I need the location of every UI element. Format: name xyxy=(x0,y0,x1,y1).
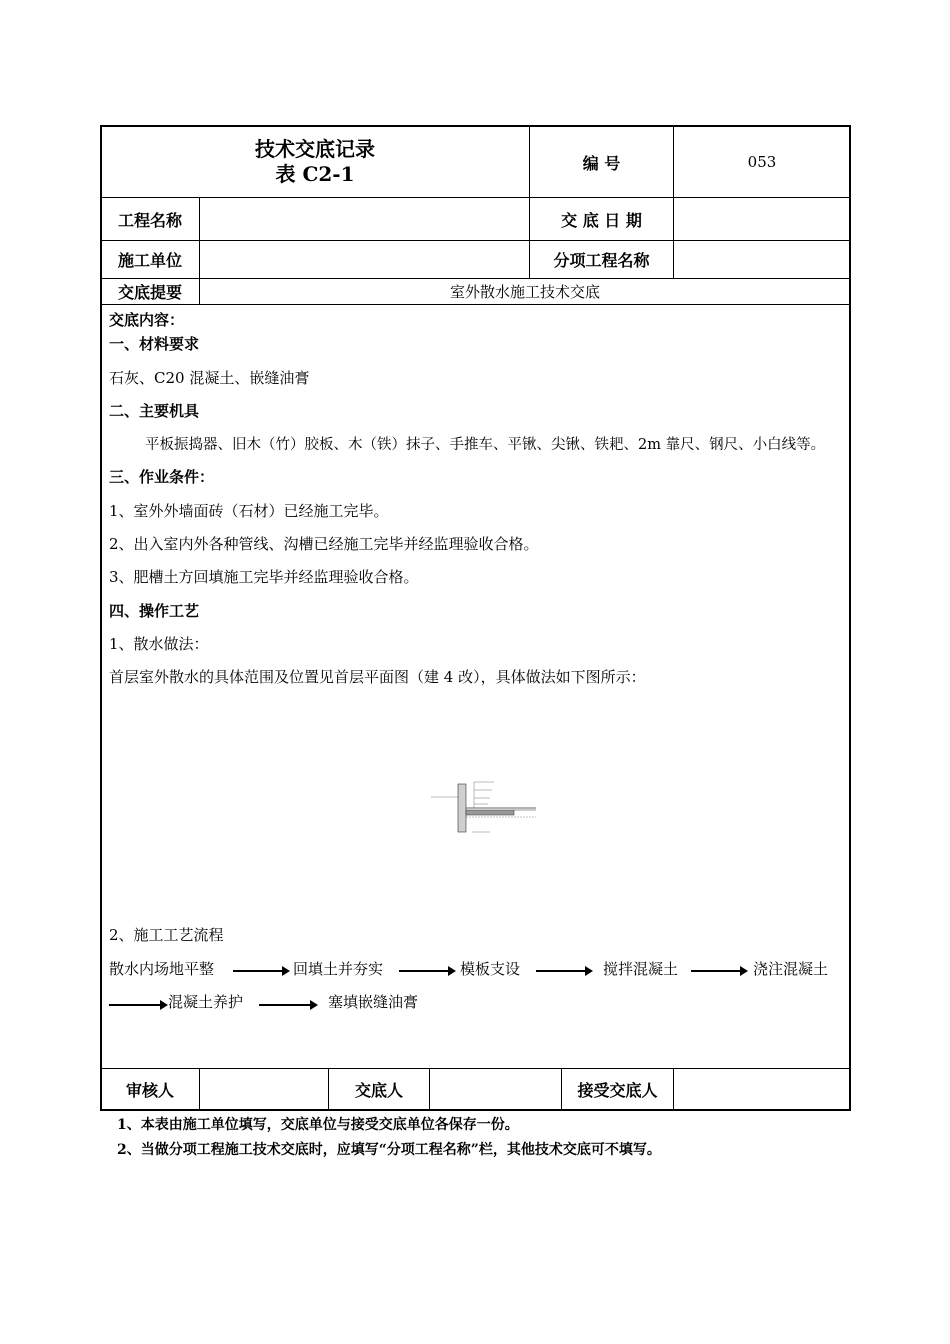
section-materials-text: 石灰、C20 混凝土、嵌缝油膏 xyxy=(109,369,310,387)
form-title xyxy=(101,127,529,197)
sub-project-label: 分项工程名称 xyxy=(553,251,650,270)
flow-arrow-icon xyxy=(233,970,283,972)
unit-field[interactable] xyxy=(200,241,529,278)
flow-step: 模板支设 xyxy=(460,960,521,978)
summary-label: 交底提要 xyxy=(117,283,182,302)
process-description: 首层室外散水的具体范围及位置见首层平面图（建 4 改），具体做法如下图所示： xyxy=(109,668,646,686)
flow-step: 回填土并夯实 xyxy=(293,960,384,978)
discloser-label: 交底人 xyxy=(354,1080,403,1100)
receiver-label: 接受交底人 xyxy=(577,1080,658,1100)
apron-detail-drawing xyxy=(428,778,538,848)
condition-item: 2、出入室内外各种管线、沟槽已经施工完毕并经监理验收合格。 xyxy=(109,535,539,553)
condition-item: 3、肥槽土方回填施工完毕并经监理验收合格。 xyxy=(109,568,419,586)
summary-field[interactable]: 室外散水施工技术交底 xyxy=(449,283,600,301)
date-field[interactable] xyxy=(674,198,850,240)
reviewer-label: 审核人 xyxy=(125,1080,174,1100)
flow-arrow-icon xyxy=(691,970,741,972)
sub-project-field[interactable] xyxy=(674,241,850,278)
content-heading: 交底内容： xyxy=(109,311,185,329)
date-label: 交 底 日 期 xyxy=(561,210,642,230)
flow-step: 散水内场地平整 xyxy=(109,960,215,978)
wall-section xyxy=(458,784,466,832)
section-tools-text: 平板振捣器、旧木（竹）胶板、木（铁）抹子、手推车、平锹、尖锹、铁耙、2m 靠尺、钢尺、小白线等。 xyxy=(145,437,826,453)
section-conditions-title: 三、作业条件： xyxy=(109,468,215,486)
form-code: 表 C2-1 xyxy=(275,162,355,186)
flow-step: 搅拌混凝土 xyxy=(603,960,679,978)
flow-step: 浇注混凝土 xyxy=(753,960,829,978)
discloser-field[interactable] xyxy=(430,1069,561,1109)
unit-label: 施工单位 xyxy=(117,251,182,270)
concrete-layer xyxy=(466,810,514,815)
receiver-field[interactable] xyxy=(674,1069,850,1109)
section-tools-title: 二、主要机具 xyxy=(109,402,200,420)
process-subheading: 1、散水做法： xyxy=(109,635,209,653)
number-value[interactable]: 053 xyxy=(747,153,777,171)
project-name-field[interactable] xyxy=(200,198,529,240)
reviewer-field[interactable] xyxy=(200,1069,328,1109)
flow-arrow-icon xyxy=(109,1004,161,1006)
note-item: 2、当做分项工程施工技术交底时，应填写“分项工程名称”栏，其他技术交底可不填写。 xyxy=(117,1142,661,1158)
grid-line xyxy=(101,304,850,305)
flow-arrow-icon xyxy=(399,970,449,972)
condition-item: 1、室外外墙面砖（石材）已经施工完毕。 xyxy=(109,502,389,520)
flow-subheading: 2、施工工艺流程 xyxy=(109,926,224,944)
form-title-text: 技术交底记录 xyxy=(255,137,375,161)
flow-step: 塞填嵌缝油膏 xyxy=(328,993,419,1011)
flow-step: 混凝土养护 xyxy=(168,993,244,1011)
flow-arrow-icon xyxy=(259,1004,311,1006)
section-process-title: 四、操作工艺 xyxy=(109,602,200,620)
note-item: 1、本表由施工单位填写，交底单位与接受交底单位各保存一份。 xyxy=(117,1117,519,1133)
section-materials-title: 一、材料要求 xyxy=(109,335,200,353)
number-label: 编 号 xyxy=(582,153,621,173)
project-name-label: 工程名称 xyxy=(117,210,182,230)
flow-arrow-icon xyxy=(536,970,586,972)
